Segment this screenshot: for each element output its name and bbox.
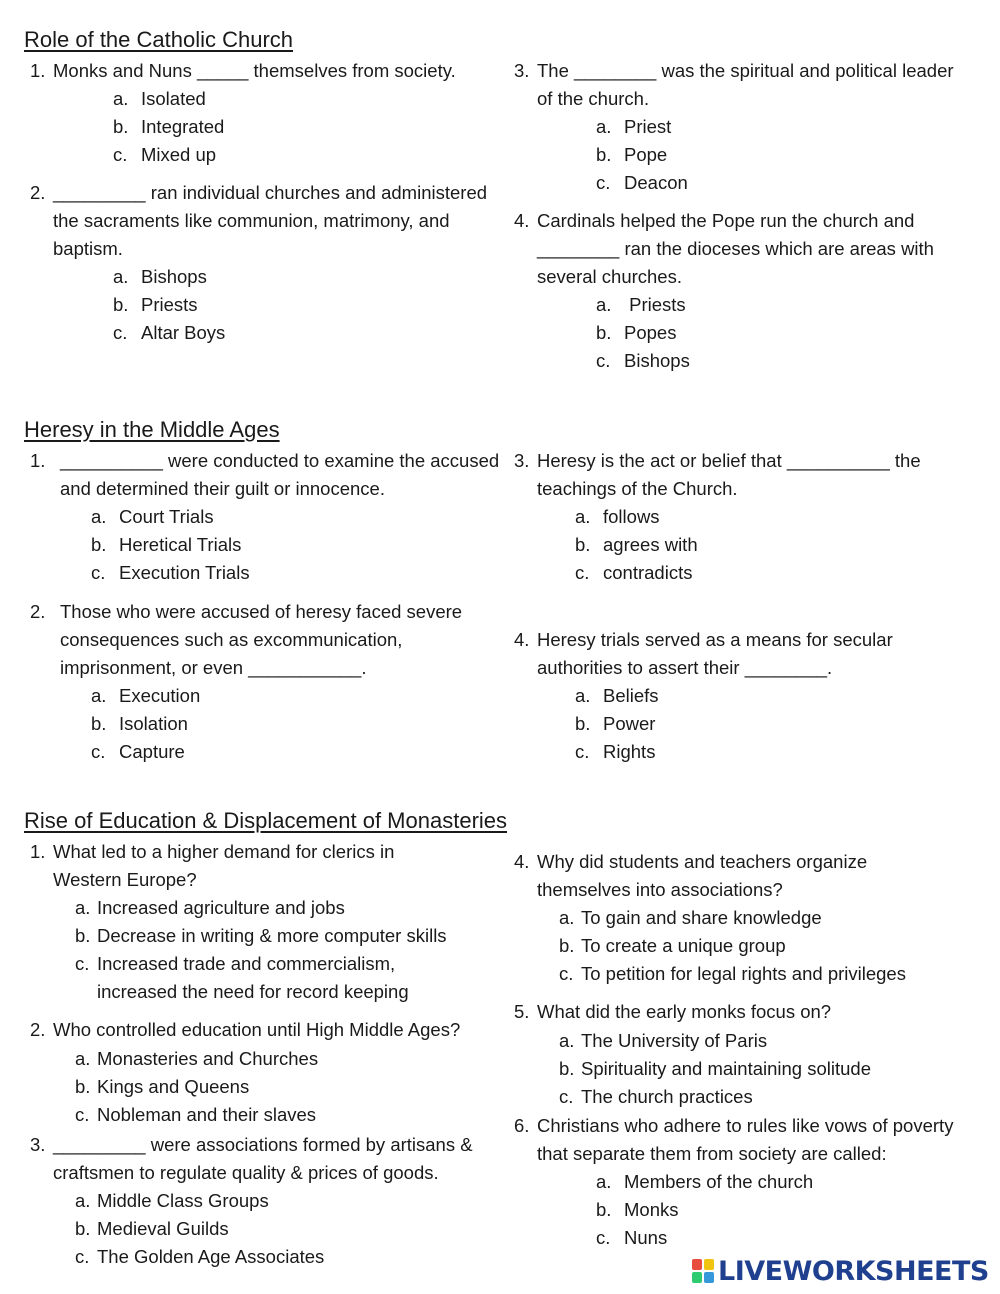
question-text: Christians who adhere to rules like vows of poverty that separate them from society are called: [537,1115,954,1164]
option-1-1-c[interactable]: c. Mixed up [113,144,217,165]
option-3-5-b[interactable]: b. Spirituality and maintaining solitude [559,1058,872,1079]
question-2-3 [514,447,934,503]
question-text: __________ were conducted to examine the accused and determined their guilt or innocence. [60,450,500,499]
liveworksheets-logo-text: LIVEWORKSHEETS [718,1255,989,1287]
question-2-4 [514,626,924,682]
question-text: Heresy trials served as a means for secular authorities to assert their ________. [537,629,893,678]
option-1-3-b[interactable]: b. Pope [596,144,668,165]
question-text: Monks and Nuns _____ themselves from society. [53,60,456,81]
question-2-1 [30,447,500,503]
option-1-1-b[interactable]: b. Integrated [113,116,225,137]
option-3-4-b[interactable]: b. To create a unique group [559,935,786,956]
question-text: _________ were associations formed by artisans & craftsmen to regulate quality & prices of goods. [53,1134,473,1183]
option-3-2-c[interactable]: c. Nobleman and their slaves [75,1104,317,1125]
logo-square-yellow [704,1259,714,1270]
option-3-4-a[interactable]: a. To gain and share knowledge [559,907,822,928]
option-2-3-b[interactable]: b. agrees with [575,534,698,555]
question-text: Cardinals helped the Pope run the church and ________ ran the dioceses which are areas with several churches. [537,210,934,287]
question-text: Those who were accused of heresy faced severe consequences such as excommunication, imprisonment, or even ___________. [60,601,463,678]
option-1-4-b[interactable]: b. Popes [596,322,677,343]
section-title-catholic-church: Role of the Catholic Church [24,27,294,52]
section-title-heresy: Heresy in the Middle Ages [24,417,280,442]
option-3-5-a[interactable]: a. The University of Paris [559,1030,768,1051]
option-3-6-b[interactable]: b. Monks [596,1199,679,1220]
option-3-1-c-continued: increased the need for record keeping [97,981,409,1002]
question-number: 6. [514,1115,530,1136]
option-2-2-a[interactable]: a. Execution [91,685,201,706]
section-title-education: Rise of Education & Displacement of Monasteries [24,808,508,833]
option-2-4-c[interactable]: c. Rights [575,741,656,762]
question-1-3 [514,57,964,113]
option-1-3-a[interactable]: a. Priest [596,116,672,137]
option-3-5-c[interactable]: c. The church practices [559,1086,753,1107]
option-2-3-a[interactable]: a. follows [575,506,660,527]
option-3-6-c[interactable]: c. Nuns [596,1227,668,1248]
question-3-1 [30,838,450,894]
question-1-1 [30,57,500,85]
option-3-2-a[interactable]: a. Monasteries and Churches [75,1048,319,1069]
option-1-2-a[interactable]: a. Bishops [113,266,207,287]
question-number: 2. [30,182,46,203]
question-text: The ________ was the spiritual and political leader of the church. [537,60,954,109]
option-2-4-b[interactable]: b. Power [575,713,656,734]
option-1-4-a[interactable]: a. Priests [596,294,686,315]
option-2-1-a[interactable]: a. Court Trials [91,506,214,527]
question-3-3 [30,1131,490,1187]
question-text: _________ ran individual churches and administered the sacraments like communion, matrimony, and baptism. [53,182,488,259]
question-number: 4. [514,851,530,872]
question-3-4 [514,848,934,904]
question-number: 4. [514,210,530,231]
liveworksheets-logo [692,1254,989,1288]
question-number: 5. [514,1001,530,1022]
question-number: 2. [30,601,46,622]
question-1-2 [30,179,492,263]
option-2-1-b[interactable]: b. Heretical Trials [91,534,242,555]
question-number: 1. [30,450,46,471]
question-text: Who controlled education until High Middle Ages? [53,1019,461,1040]
option-3-1-b[interactable]: b. Decrease in writing & more computer skills [75,925,447,946]
option-3-3-c[interactable]: c. The Golden Age Associates [75,1246,325,1267]
option-3-1-c[interactable]: c. Increased trade and commercialism, [75,953,396,974]
question-number: 3. [514,60,530,81]
option-3-2-b[interactable]: b. Kings and Queens [75,1076,250,1097]
question-text: Why did students and teachers organize themselves into associations? [537,851,868,900]
question-number: 3. [514,450,530,471]
option-2-2-b[interactable]: b. Isolation [91,713,188,734]
option-1-1-a[interactable]: a. Isolated [113,88,206,109]
question-3-5 [514,998,954,1026]
liveworksheets-logo-icon [692,1259,714,1283]
question-3-2 [30,1016,500,1044]
option-3-3-b[interactable]: b. Medieval Guilds [75,1218,229,1239]
option-3-6-a[interactable]: a. Members of the church [596,1171,814,1192]
question-number: 1. [30,841,46,862]
option-2-1-c[interactable]: c. Execution Trials [91,562,250,583]
question-text: What did the early monks focus on? [537,1001,832,1022]
logo-square-green [692,1272,702,1283]
question-2-2 [30,598,490,682]
question-1-4 [514,207,952,291]
option-2-3-c[interactable]: c. contradicts [575,562,693,583]
question-text: Heresy is the act or belief that __________ the teachings of the Church. [537,450,921,499]
question-number: 1. [30,60,46,81]
option-3-3-a[interactable]: a. Middle Class Groups [75,1190,269,1211]
option-2-2-c[interactable]: c. Capture [91,741,185,762]
option-1-3-c[interactable]: c. Deacon [596,172,688,193]
option-3-1-a[interactable]: a. Increased agriculture and jobs [75,897,345,918]
logo-square-blue [704,1272,714,1283]
question-3-6 [514,1112,984,1168]
option-1-4-c[interactable]: c. Bishops [596,350,690,371]
question-number: 2. [30,1019,46,1040]
option-1-2-b[interactable]: b. Priests [113,294,198,315]
question-number: 4. [514,629,530,650]
question-text: What led to a higher demand for clerics in Western Europe? [53,841,395,890]
logo-square-red [692,1259,702,1270]
option-2-4-a[interactable]: a. Beliefs [575,685,659,706]
option-3-4-c[interactable]: c. To petition for legal rights and privileges [559,963,906,984]
option-1-2-c[interactable]: c. Altar Boys [113,322,226,343]
question-number: 3. [30,1134,46,1155]
